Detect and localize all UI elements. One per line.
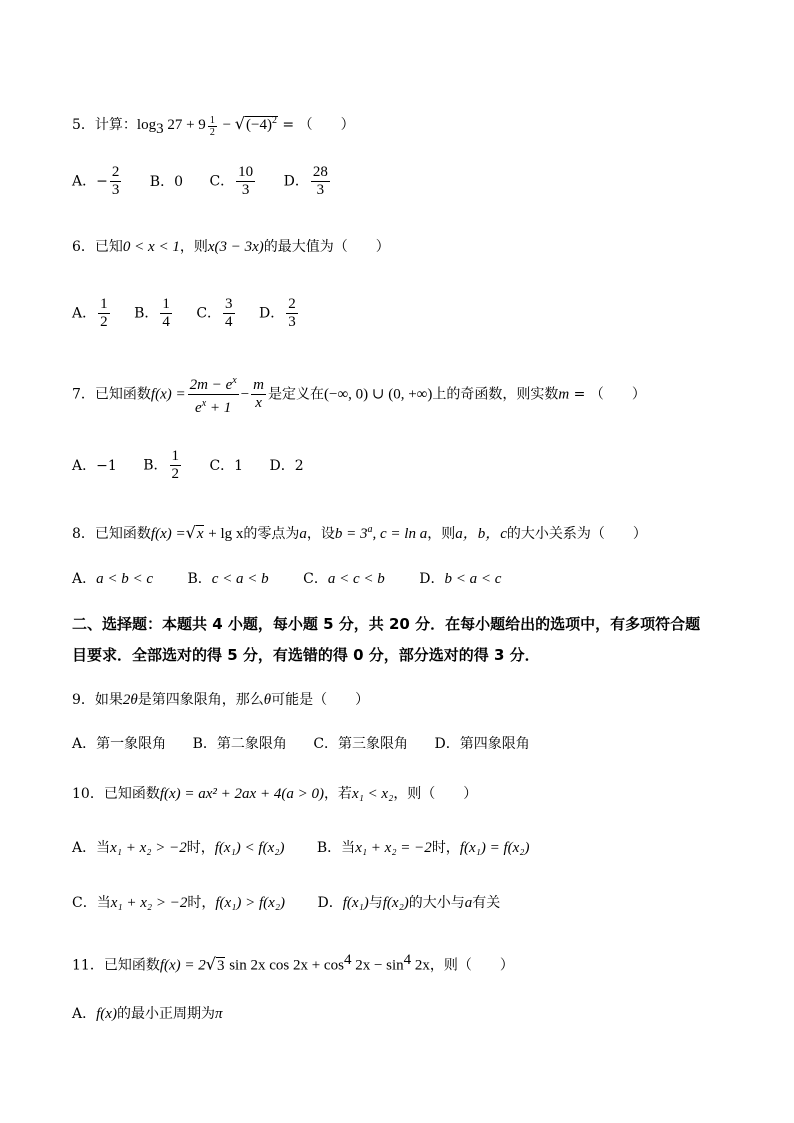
q5-option-a[interactable]: A．− $\frac{2}{3}$ <box>72 164 120 198</box>
q7-fraction-1: $\frac{2m - e^x}{e^x + 1}$ <box>188 372 239 417</box>
q7-fraction-2: $\frac{m}{x}$ <box>253 377 264 411</box>
q8-mid3: ，则 <box>427 526 456 542</box>
sqrt-sign: √ <box>234 114 245 133</box>
q5-log-base: 3 <box>156 120 164 137</box>
q6-suffix: 的最大值为（ ） <box>263 239 390 255</box>
q5-options <box>72 164 332 199</box>
q8-abc: a，b，c <box>455 526 507 542</box>
q11-option-a[interactable]: A．f(x)的最小正周期为π <box>72 1006 223 1022</box>
q7-suffix: 上的奇函数，则实数 <box>432 386 559 403</box>
q7-option-c[interactable]: C．1 <box>209 457 244 474</box>
question-5: 5．计算：$\log_3 27 + 9$ $\frac{1}{2}$ − $√(-4)^2$ = （ ） <box>72 114 355 139</box>
q7-options <box>72 448 304 483</box>
q6-option-b[interactable]: B． $\frac{1}{4}$ <box>134 296 170 330</box>
q9-suffix: 可能是（ ） <box>271 692 370 708</box>
q10-option-a[interactable]: A．当x₁ + x₂ > −2时，f(x₁) < f(x₂) <box>72 840 285 856</box>
sqrt-sign: √ <box>185 523 196 542</box>
q11-expr-d: 2x <box>411 957 430 974</box>
q5-option-c[interactable]: C． $\frac{10}{3}$ <box>209 164 254 198</box>
q11-expr-b: sin 2x cos 2x + cos <box>225 957 344 974</box>
q6-condition: 0 < x < 1 <box>122 239 180 255</box>
q6-prefix: 6．已知 <box>72 239 123 255</box>
q11-sup-1: 4 <box>343 952 352 968</box>
q11-expr-c: 2x − sin <box>351 957 404 974</box>
q10-prefix: 10．已知函数 <box>72 786 160 802</box>
q7-mid: 是定义在 <box>268 386 324 403</box>
q10-mid: ，若 <box>323 786 352 802</box>
q5-prefix: 5．计算： <box>72 117 137 133</box>
q8-option-b[interactable]: B．c < a < b <box>187 571 269 587</box>
q10-options-row-1 <box>72 838 530 858</box>
q9-option-b[interactable]: B．第二象限角 <box>192 736 287 752</box>
q8-mid: 的零点为 <box>243 526 300 542</box>
q7-option-a[interactable]: A．−1 <box>72 457 117 474</box>
q8-fx: f(x) = <box>150 526 186 542</box>
q8-cdef: , c = ln a <box>372 526 428 542</box>
q10-expression: f(x) = ax² + 2ax + 4(a > 0) <box>159 786 324 802</box>
q8-sqrt-arg: x <box>196 526 204 542</box>
q8-option-d[interactable]: D．b < a < c <box>419 571 502 587</box>
q9-mid: 是第四象限角，那么 <box>137 692 264 708</box>
question-11 <box>72 950 514 976</box>
q5-exponent <box>208 115 217 138</box>
question-8 <box>72 520 647 544</box>
q9-option-c[interactable]: C．第三象限角 <box>313 736 409 752</box>
q10-suffix: ，则（ ） <box>393 786 478 802</box>
q7-option-d[interactable]: D．2 <box>269 457 304 474</box>
question-9 <box>72 690 369 710</box>
q5-option-b[interactable]: B．0 <box>149 173 183 190</box>
sqrt-sign: √ <box>205 954 216 974</box>
q9-options <box>72 734 530 754</box>
section-2-heading-line-1: 二、选择题：本题共 4 小题，每小题 5 分，共 20 分．在每小题给出的选项中，有多项符合题 <box>72 615 701 633</box>
q8-bdef: $b = 3^a$ <box>334 524 373 542</box>
q10-condition: x₁ < x₂ <box>351 786 394 802</box>
q9-theta: θ <box>263 692 272 708</box>
q6-expression: x(3 − 3x) <box>207 239 264 255</box>
q11-suffix: ，则（ ） <box>429 957 514 974</box>
q6-option-a[interactable]: A． $\frac{1}{2}$ <box>72 296 108 330</box>
q8-option-a[interactable]: A．a < b < c <box>72 571 154 587</box>
q5-suffix: = （ ） <box>277 117 355 133</box>
q5-term: 27 + 9 <box>167 117 206 133</box>
q6-option-d[interactable]: D． $\frac{2}{3}$ <box>259 296 296 330</box>
q8-suffix: 的大小关系为（ ） <box>506 526 647 542</box>
q10-option-b[interactable]: B．当x₁ + x₂ = −2时，f(x₁) = f(x₂) <box>316 840 530 856</box>
q7-domain: (−∞, 0) ∪ (0, +∞) <box>324 386 433 403</box>
q5-exp-den: 2 <box>209 127 215 139</box>
q9-option-a[interactable]: A．第一象限角 <box>72 736 167 752</box>
q7-prefix: 7．已知函数 <box>72 386 151 403</box>
q11-sup-2: 4 <box>403 952 412 968</box>
q5-option-d[interactable]: D． $\frac{28}{3}$ <box>283 164 328 198</box>
q10-option-c[interactable]: C．当x₁ + x₂ > −2时，f(x₁) > f(x₂) <box>72 895 286 911</box>
q7-end: = （ ） <box>569 386 646 403</box>
q9-prefix: 9．如果 <box>72 692 123 708</box>
q10-option-d[interactable]: D．f(x₁)与f(x₂)的大小与a有关 <box>317 895 501 911</box>
q11-sqrt-arg: 3 <box>216 957 225 974</box>
q10-options-row-2 <box>72 893 500 913</box>
q7-option-b[interactable]: B． $\frac{1}{2}$ <box>143 448 179 482</box>
q7-fx: f(x) = <box>150 386 186 403</box>
q6-option-c[interactable]: C． $\frac{3}{4}$ <box>196 296 233 330</box>
question-6 <box>72 237 390 257</box>
q5-sqrt-arg: $(-4)^2$ <box>245 115 277 133</box>
section-2-heading-line-2: 目要求．全部选对的得 5 分，有选错的得 0 分，部分选对的得 3 分． <box>72 646 540 664</box>
q9-option-d[interactable]: D．第四象限角 <box>434 736 530 752</box>
q11-prefix: 11．已知函数 <box>72 957 160 974</box>
q8-mid2: ，设 <box>306 526 335 542</box>
q9-expression: 2θ <box>122 692 138 708</box>
q7-var: m <box>558 386 570 403</box>
q5-log: log <box>136 117 157 133</box>
q6-mid: ，则 <box>179 239 208 255</box>
q8-options <box>72 569 501 589</box>
q6-options <box>72 296 300 331</box>
question-7: 7．已知函数f(x) = $\frac{2m - e^x}{e^x + 1}$ − $\frac{m}{x}$ 是定义在(−∞, 0) ∪ (0, +∞)上的奇函数，则实数m = （ ） <box>72 372 646 417</box>
question-10 <box>72 784 477 804</box>
q11-expr-a: f(x) = 2 <box>159 957 206 974</box>
q8-option-c[interactable]: C．a < c < b <box>303 571 385 587</box>
q8-a: a <box>299 526 307 542</box>
q8-fx-tail: + lg x <box>204 526 244 542</box>
q8-prefix: 8．已知函数 <box>72 526 151 542</box>
q5-exp-num: 1 <box>209 115 215 127</box>
